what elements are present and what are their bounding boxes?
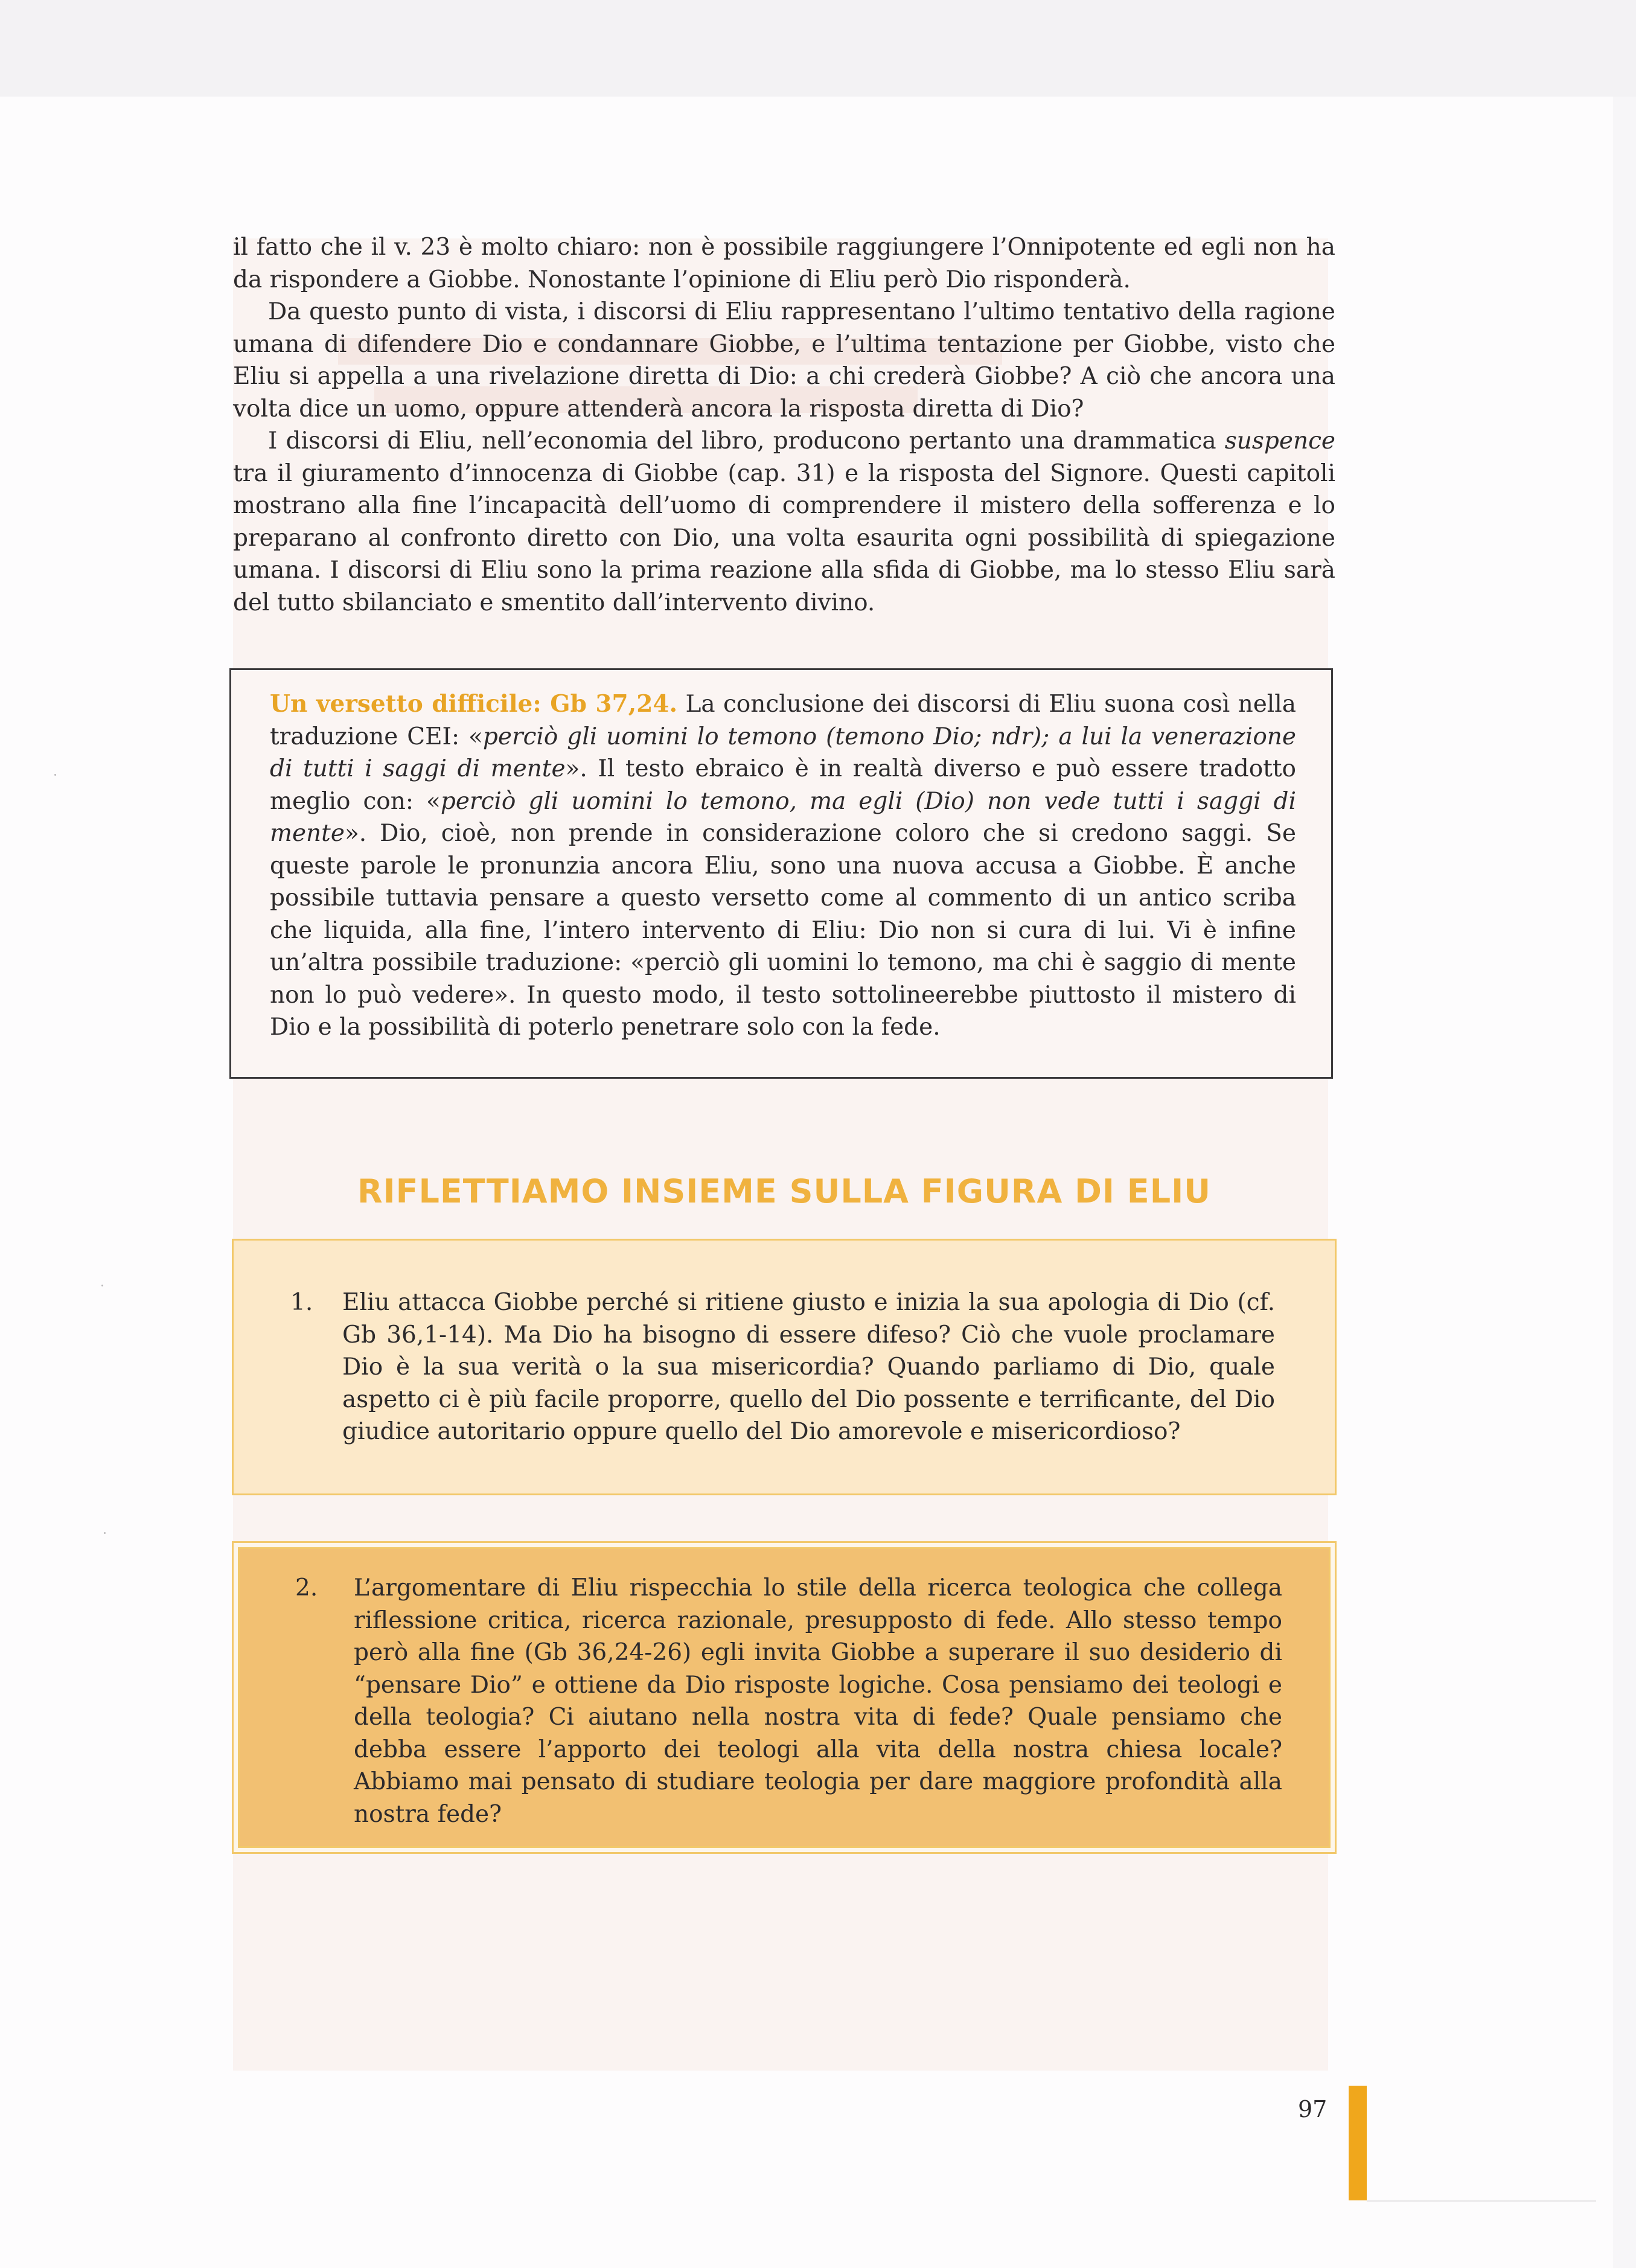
box-quote-cei: perciò gli uomini lo temono (temono Dio; ndr); a lui la venerazione di tutti i saggi di mente [270, 723, 1296, 782]
paragraph-text: tra il giuramento d’innocenza di Giobbe (cap. 31) e la risposta del Signore. Questi capitoli mostrano alla fine l’incapacità dell’uomo di comprendere il mistero della sofferenza e lo preparano al confronto diretto con Dio, una volta esaurita ogni possibilità di spiegazione umana. I discorsi di Eliu sono la prima reazione alla sfida di Giobbe, ma lo stesso Eliu sarà del tutto sbilanciato e smentito dall’intervento divino. [233, 459, 1335, 616]
section-title: RIFLETTIAMO INSIEME SULLA FIGURA DI ELIU [357, 1172, 1212, 1210]
box-lead: Un versetto difficile: Gb 37,24. [270, 690, 678, 718]
paragraph-text: I discorsi di Eliu, nell’economia del libro, producono pertanto una drammatica [268, 427, 1225, 455]
question-box-2 [232, 1541, 1337, 1854]
difficult-verse-box [229, 668, 1333, 1079]
box-quote-hebrew: perciò gli uomini lo temono, ma egli (Dio) non vede tutti i saggi di mente [270, 787, 1296, 847]
paragraph: Da questo punto di vista, i discorsi di Eliu rappresentano l’ultimo tentativo della ragione umana di difendere Dio e condannare Giobbe, e l’ultima tentazione per Giobbe, visto che Eliu si appella a una rivelazione diretta di Dio: a chi crederà Giobbe? A ciò che ancora una volta dice un uomo, oppure attenderà ancora la risposta diretta di Dio? [233, 298, 1335, 423]
box-text: ». Dio, cioè, non prende in considerazione coloro che si credono saggi. Se queste parole le pronunzia ancora Eliu, sono una nuova accusa a Giobbe. È anche possibile tuttavia pensare a questo versetto come al commento di un antico scriba che liquida, alla fine, l’intero intervento di Eliu: Dio non si cura di lui. Vi è infine un’altra possibile traduzione: «perciò gli uomini lo temono, ma chi è saggio di mente non lo può vedere». In questo modo, il testo sottolineerebbe piuttosto il mistero di Dio e la possibilità di poterlo penetrare solo con la fede. [270, 820, 1296, 1041]
scan-speck [54, 774, 56, 776]
paragraph: il fatto che il v. 23 è molto chiaro: non è possibile raggiungere l’Onnipotente ed egli non ha da rispondere a Giobbe. Nonostante l’opinione di Eliu però Dio risponderà. [233, 234, 1335, 293]
question-text: L’argomentare di Eliu rispecchia lo stile della ricerca teologica che collega riflessione critica, ricerca razionale, presupposto di fede. Allo stesso tempo però alla fine (Gb 36,24-26) egli invita Giobbe a superare il suo desiderio di “pensare Dio” e ottiene da Dio risposte logiche. Cosa pensiamo dei teologi e della teologia? Ci aiutano nella nostra vita di fede? Quale pensiamo che debba essere l’apporto dei teologi alla vita della nostra chiesa locale? Abbiamo mai pensato di studiare teologia per dare maggiore profondità alla nostra fede? [354, 1574, 1282, 1828]
question-box-2-inner [238, 1547, 1331, 1848]
question-text: Eliu attacca Giobbe perché si ritiene giusto e inizia la sua apologia di Dio (cf. Gb 36,1-14). Ma Dio ha bisogno di essere difeso? Ciò che vuole proclamare Dio è la sua verità o la sua misericordia? Quando parliamo di Dio, quale aspetto ci è più facile proporre, quello del Dio possente e terrificante, del Dio giudice autoritario oppure quello del Dio amorevole e misericordioso? [342, 1289, 1275, 1445]
question-box-1 [232, 1239, 1337, 1495]
scan-speck [104, 1532, 106, 1534]
page-number-bar [1349, 2086, 1367, 2200]
body-text [233, 231, 1335, 619]
question-number: 2. [295, 1574, 318, 1602]
page-number: 97 [1298, 2096, 1328, 2123]
box-text: ». Il testo ebraico è in realtà diverso e può essere tradotto meglio con: « [270, 755, 1297, 815]
scan-edge [1613, 97, 1636, 2268]
box-text: La conclusione dei discorsi di Eliu suona così nella traduzione CEI: « [270, 691, 1296, 750]
crop-line [1367, 2200, 1596, 2202]
italic-term: suspence [1224, 427, 1335, 455]
scan-speck [101, 1285, 103, 1286]
question-number: 1. [290, 1289, 313, 1316]
paragraph [233, 425, 1335, 619]
